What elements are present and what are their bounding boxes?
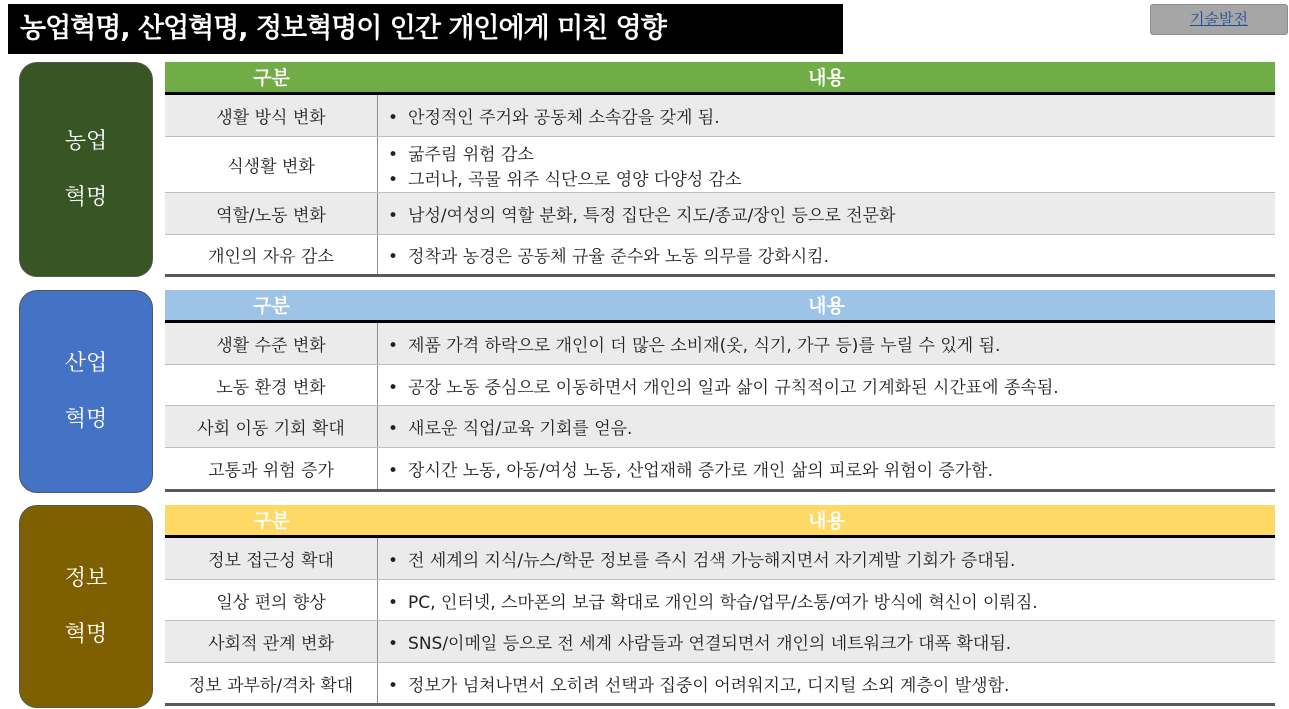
row-content: [378, 95, 1275, 136]
bullet-item: • PC, 인터넷, 스마폰의 보급 확대로 개인의 학습/업무/소통/여가 방식에 혁신이 이뤄짐.: [388, 588, 1275, 613]
table-row: [165, 538, 1275, 580]
row-category: 생활 방식 변화: [165, 95, 378, 136]
table-row: [165, 137, 1275, 193]
row-content: [378, 365, 1275, 405]
row-content: [378, 406, 1275, 447]
bullet-item: • 그러나, 곡물 위주 식단으로 영양 다양성 감소: [388, 165, 1275, 190]
row-content: [378, 538, 1275, 579]
row-category: 식생활 변화: [165, 137, 378, 192]
bullet-item: • 안정적인 주거와 공동체 소속감을 갖게 됨.: [388, 103, 1275, 128]
section-label-line2: 혁명: [64, 184, 108, 210]
row-content: [378, 580, 1275, 620]
agricultural-revolution-table: [165, 62, 1275, 277]
header-content: 내용: [808, 295, 845, 317]
information-revolution-table: [165, 505, 1275, 706]
table-header: [165, 62, 1275, 95]
bullet-item: • 새로운 직업/교육 기회를 얻음.: [388, 414, 1275, 439]
row-category: 고통과 위험 증가: [165, 448, 378, 489]
information-revolution-label: [19, 505, 153, 708]
row-category: 정보 과부하/격차 확대: [165, 663, 378, 703]
bullet-item: • 전 세계의 지식/뉴스/학문 정보를 즉시 검색 가능해지면서 자기계발 기회가 증대됨.: [388, 546, 1275, 571]
header-category: 구분: [253, 295, 290, 317]
table-row: [165, 406, 1275, 448]
bullet-item: • 정착과 농경은 공동체 규율 준수와 노동 의무를 강화시킴.: [388, 242, 1275, 267]
agricultural-revolution-label: [19, 62, 153, 277]
header-category: 구분: [253, 510, 290, 532]
industrial-revolution-label: [19, 290, 153, 493]
row-category: 생활 수준 변화: [165, 323, 378, 364]
table-row: [165, 235, 1275, 274]
tech-development-link-button[interactable]: 기술발전: [1150, 4, 1288, 35]
table-row: [165, 580, 1275, 621]
table-row: [165, 621, 1275, 663]
section-label-line2: 혁명: [64, 406, 108, 432]
row-content: [378, 137, 1275, 192]
table-row: [165, 365, 1275, 406]
header-category: 구분: [253, 67, 290, 89]
page-title: 농업혁명, 산업혁명, 정보혁명이 인간 개인에게 미친 영향: [8, 4, 843, 54]
row-content: [378, 663, 1275, 703]
table-header: [165, 505, 1275, 538]
table-row: [165, 323, 1275, 365]
section-label-line2: 혁명: [64, 621, 108, 647]
bullet-item: • 공장 노동 중심으로 이동하면서 개인의 일과 삶이 규칙적이고 기계화된 시간표에 종속됨.: [388, 373, 1275, 398]
table-row: [165, 663, 1275, 703]
bullet-item: • 장시간 노동, 아동/여성 노동, 산업재해 증가로 개인 삶의 피로와 위험이 증가함.: [388, 456, 1275, 481]
bullet-item: • 굶주림 위험 감소: [388, 140, 1275, 165]
bullet-item: • 제품 가격 하락으로 개인이 더 많은 소비재(옷, 식기, 가구 등)를 누릴 수 있게 됨.: [388, 331, 1275, 356]
bullet-item: • 남성/여성의 역할 분화, 특정 집단은 지도/종교/장인 등으로 전문화: [388, 201, 1275, 226]
row-content: [378, 621, 1275, 662]
row-content: [378, 323, 1275, 364]
table-row: [165, 95, 1275, 137]
table-row: [165, 193, 1275, 235]
header-content: 내용: [808, 67, 845, 89]
row-category: 개인의 자유 감소: [165, 235, 378, 274]
section-label-line1: 산업: [64, 350, 108, 376]
row-content: [378, 193, 1275, 234]
table-row: [165, 448, 1275, 489]
row-category: 사회적 관계 변화: [165, 621, 378, 662]
bullet-item: • 정보가 넘쳐나면서 오히려 선택과 집중이 어려워지고, 디지털 소외 계층이 발생함.: [388, 671, 1275, 696]
row-category: 노동 환경 변화: [165, 365, 378, 405]
section-label-line1: 농업: [64, 128, 108, 154]
row-category: 정보 접근성 확대: [165, 538, 378, 579]
header-content: 내용: [808, 510, 845, 532]
row-category: 역할/노동 변화: [165, 193, 378, 234]
table-header: [165, 290, 1275, 323]
row-content: [378, 235, 1275, 274]
row-content: [378, 448, 1275, 489]
industrial-revolution-table: [165, 290, 1275, 492]
table-bottom-rule: [165, 274, 1275, 277]
table-bottom-rule: [165, 703, 1275, 706]
section-label-line1: 정보: [64, 565, 108, 591]
bullet-item: • SNS/이메일 등으로 전 세계 사람들과 연결되면서 개인의 네트워크가 대폭 확대됨.: [388, 629, 1275, 654]
table-bottom-rule: [165, 489, 1275, 492]
row-category: 사회 이동 기회 확대: [165, 406, 378, 447]
row-category: 일상 편의 향상: [165, 580, 378, 620]
